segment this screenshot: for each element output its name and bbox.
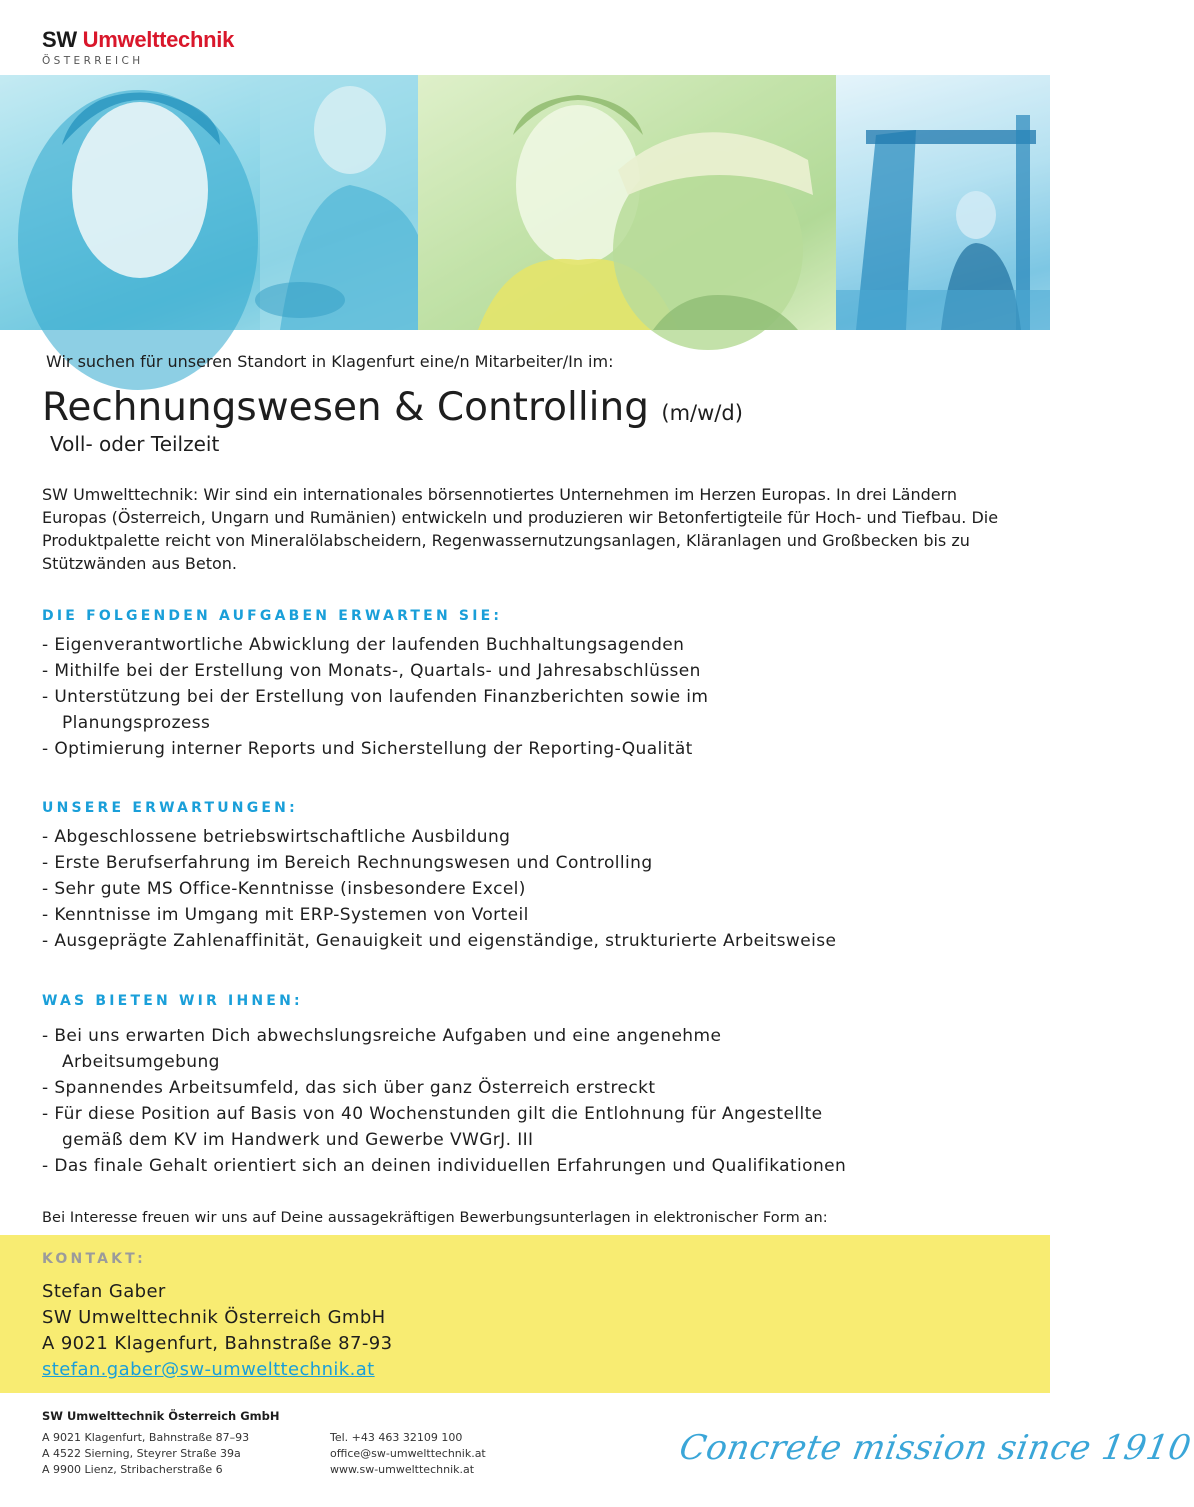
logo-sw: SW	[42, 27, 77, 52]
list-item: - Kenntnisse im Umgang mit ERP-Systemen von Vorteil	[42, 905, 529, 925]
list-item: - Eigenverantwortliche Abwicklung der laufenden Buchhaltungsagenden	[42, 635, 685, 655]
footer-company: SW Umwelttechnik Österreich GmbH	[42, 1409, 280, 1423]
tasks-section	[42, 606, 1042, 762]
photo-men-illustration	[418, 75, 836, 330]
logo-brand: Umwelttechnik	[82, 27, 235, 52]
logo-country: ÖSTERREICH	[42, 55, 144, 67]
footer-phone: Tel. +43 463 32109 100	[330, 1431, 463, 1444]
photo-woman-and-worker	[0, 75, 418, 330]
job-title-text: Rechnungswesen & Controlling	[42, 385, 649, 430]
footer-address: A 9900 Lienz, Stribacherstraße 6	[42, 1463, 223, 1476]
list-item: - Für diese Position auf Basis von 40 Wochenstunden gilt die Entlohnung für Angestellte	[42, 1104, 823, 1124]
list-item: - Optimierung interner Reports und Sicherstellung der Reporting-Qualität	[42, 739, 693, 759]
photo-banner	[0, 75, 1050, 330]
footer-email[interactable]: office@sw-umwelttechnik.at	[330, 1447, 486, 1460]
list-item: - Das finale Gehalt orientiert sich an deinen individuellen Erfahrungen und Qualifikationen	[42, 1156, 847, 1176]
footer-website[interactable]: www.sw-umwelttechnik.at	[330, 1463, 475, 1476]
footer-contact	[330, 1430, 486, 1478]
contact-email-link[interactable]: stefan.gaber@sw-umwelttechnik.at	[42, 1359, 375, 1380]
footer-address: A 9021 Klagenfurt, Bahnstraße 87–93	[42, 1431, 250, 1444]
slogan: Concrete mission since 1910	[676, 1428, 1194, 1468]
photo-two-men	[418, 75, 836, 330]
list-item: - Abgeschlossene betriebswirtschaftliche Ausbildung	[42, 827, 511, 847]
gender-suffix: (m/w/d)	[661, 401, 743, 425]
footer-address: A 4522 Sierning, Steyrer Straße 39a	[42, 1447, 241, 1460]
list-item: - Erste Berufserfahrung im Bereich Rechnungswesen und Controlling	[42, 853, 653, 873]
photo-forklift	[836, 75, 1050, 330]
list-item: - Mithilfe bei der Erstellung von Monats-, Quartals- und Jahresabschlüssen	[42, 661, 701, 681]
list-item-continuation: gemäß dem KV im Handwerk und Gewerbe VWGrJ. III	[62, 1130, 534, 1150]
tasks-list	[42, 632, 1042, 762]
intro-text: Wir suchen für unseren Standort in Klagenfurt eine/n Mitarbeiter/In im:	[46, 352, 614, 371]
list-item-continuation: Arbeitsumgebung	[62, 1052, 220, 1072]
benefits-heading: WAS BIETEN WIR IHNEN:	[42, 993, 303, 1009]
list-item: - Spannendes Arbeitsumfeld, das sich über ganz Österreich erstreckt	[42, 1078, 656, 1098]
contact-company: SW Umwelttechnik Österreich GmbH	[42, 1307, 386, 1328]
company-logo	[42, 28, 234, 68]
benefits-list	[42, 1023, 1042, 1179]
closing-text: Bei Interesse freuen wir uns auf Deine aussagekräftigen Bewerbungsunterlagen in elektronischer Form an:	[42, 1210, 828, 1226]
company-description: SW Umwelttechnik: Wir sind ein internationales börsennotiertes Unternehmen im Herzen Europas. In drei Ländern Europas (Österreich, Ungarn und Rumänien) entwickeln und produzieren wir Betonfertigteile für Hoch- und Tiefbau. Die Produktpalette reicht von Mineralölabscheidern, Regenwassernutzungsanlagen, Kläranlagen und Großbecken bis zu Stützwänden aus Beton.	[42, 485, 999, 573]
contact-name: Stefan Gaber	[42, 1281, 166, 1302]
list-item: - Bei uns erwarten Dich abwechslungsreiche Aufgaben und eine angenehme	[42, 1026, 722, 1046]
tasks-heading: DIE FOLGENDEN AUFGABEN ERWARTEN SIE:	[42, 608, 503, 624]
requirements-section	[42, 798, 1042, 954]
list-item: - Unterstützung bei der Erstellung von laufenden Finanzberichten sowie im	[42, 687, 709, 707]
list-item-continuation: Planungsprozess	[62, 713, 211, 733]
job-title	[42, 384, 743, 437]
photo-forklift-illustration	[836, 75, 1050, 330]
benefits-section	[42, 991, 1042, 1179]
list-item: - Ausgeprägte Zahlenaffinität, Genauigkeit und eigenständige, strukturierte Arbeitsweise	[42, 931, 837, 951]
photo-woman-illustration	[0, 75, 418, 330]
requirements-list	[42, 824, 1042, 954]
contact-address: A 9021 Klagenfurt, Bahnstraße 87-93	[42, 1333, 393, 1354]
employment-type: Voll- oder Teilzeit	[50, 432, 220, 456]
list-item: - Sehr gute MS Office-Kenntnisse (insbesondere Excel)	[42, 879, 526, 899]
logo-wordmark	[42, 28, 234, 52]
contact-details	[42, 1279, 392, 1383]
contact-heading: KONTAKT:	[42, 1251, 146, 1267]
requirements-heading: UNSERE ERWARTUNGEN:	[42, 800, 298, 816]
contact-box	[0, 1235, 1050, 1393]
footer-addresses	[42, 1430, 249, 1478]
